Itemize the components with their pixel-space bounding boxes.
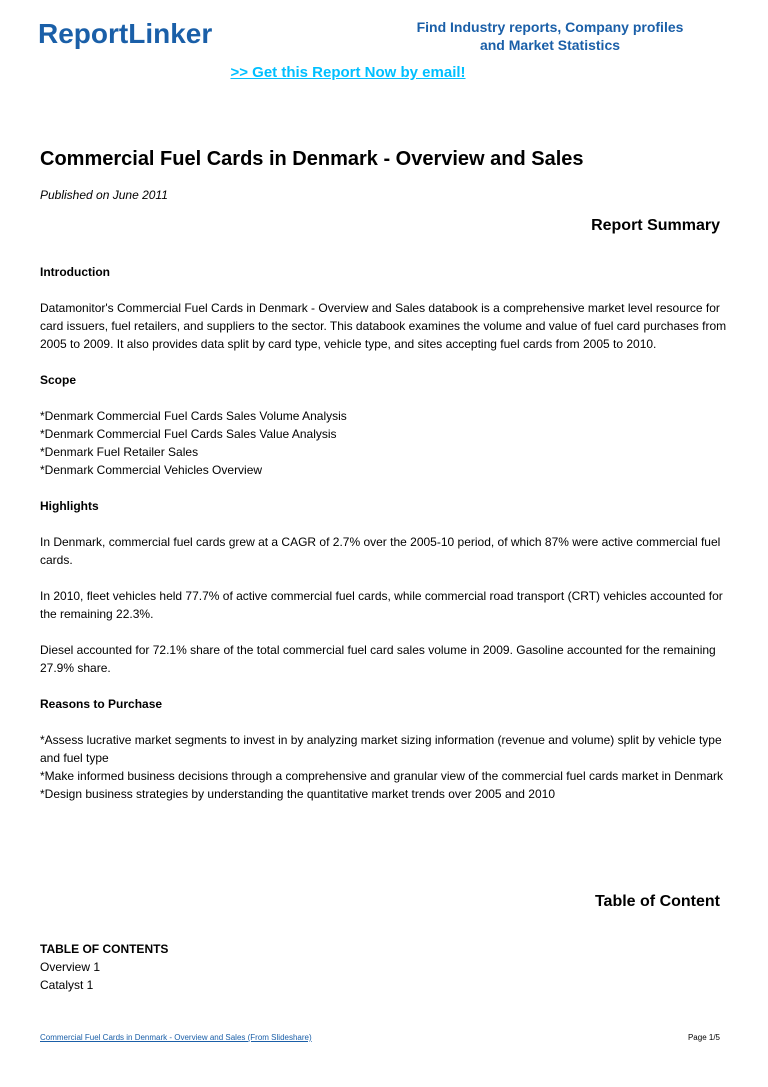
highlights-heading: Highlights bbox=[40, 499, 99, 513]
footer-source-link[interactable]: Commercial Fuel Cards in Denmark - Overview and Sales (From Slideshare) bbox=[40, 1033, 312, 1042]
toc-head: TABLE OF CONTENTS bbox=[40, 942, 169, 956]
list-item: *Denmark Commercial Fuel Cards Sales Volume Analysis bbox=[40, 409, 347, 423]
page-footer bbox=[40, 1033, 720, 1042]
reasons-heading: Reasons to Purchase bbox=[40, 697, 163, 711]
get-report-link[interactable]: >> Get this Report Now by email! bbox=[230, 64, 466, 81]
report-title: Commercial Fuel Cards in Denmark - Overview and Sales bbox=[40, 148, 584, 170]
reportlinker-logo[interactable]: ReportLinker bbox=[38, 18, 213, 49]
highlight-paragraph: Diesel accounted for 72.1% share of the total commercial fuel card sales volume in 2009. Gasoline accounted for the remaining 27.9% share. bbox=[40, 643, 716, 675]
report-body bbox=[40, 263, 730, 821]
list-item: *Assess lucrative market segments to invest in by analyzing market sizing information (revenue and volume) split by vehicle type and fuel type bbox=[40, 733, 722, 765]
report-summary-heading: Report Summary bbox=[591, 217, 720, 234]
toc-item: Overview 1 bbox=[40, 960, 101, 974]
tagline-line-1: Find Industry reports, Company profiles bbox=[416, 19, 684, 35]
header-tagline bbox=[400, 18, 700, 54]
scope-heading: Scope bbox=[40, 373, 77, 387]
introduction-heading: Introduction bbox=[40, 265, 110, 279]
introduction-text: Datamonitor's Commercial Fuel Cards in Denmark - Overview and Sales databook is a comprehensive market level resource for card issuers, fuel retailers, and suppliers to the sector. This databook examines the volume and value of fuel card purchases from 2005 to 2009. It also provides data split by card type, vehicle type, and sites accepting fuel cards from 2005 to 2010. bbox=[40, 301, 727, 351]
highlight-paragraph: In 2010, fleet vehicles held 77.7% of active commercial fuel cards, while commercial road transport (CRT) vehicles accounted for the remaining 22.3%. bbox=[40, 589, 723, 621]
reasons-list bbox=[40, 731, 730, 803]
list-item: *Make informed business decisions through a comprehensive and granular view of the commercial fuel cards market in Denmark bbox=[40, 769, 723, 783]
list-item: *Denmark Commercial Fuel Cards Sales Value Analysis bbox=[40, 427, 337, 441]
toc-item: Catalyst 1 bbox=[40, 978, 94, 992]
scope-list bbox=[40, 407, 730, 479]
table-of-content-heading: Table of Content bbox=[594, 893, 720, 910]
published-date: Published on June 2011 bbox=[40, 188, 168, 202]
list-item: *Denmark Commercial Vehicles Overview bbox=[40, 463, 263, 477]
tagline-line-2: and Market Statistics bbox=[479, 37, 621, 53]
list-item: *Design business strategies by understanding the quantitative market trends over 2005 and 2010 bbox=[40, 787, 555, 801]
list-item: *Denmark Fuel Retailer Sales bbox=[40, 445, 199, 459]
page-number: Page 1/5 bbox=[687, 1033, 720, 1042]
table-of-contents bbox=[40, 940, 168, 994]
highlight-paragraph: In Denmark, commercial fuel cards grew at a CAGR of 2.7% over the 2005-10 period, of which 87% were active commercial fuel cards. bbox=[40, 535, 721, 567]
